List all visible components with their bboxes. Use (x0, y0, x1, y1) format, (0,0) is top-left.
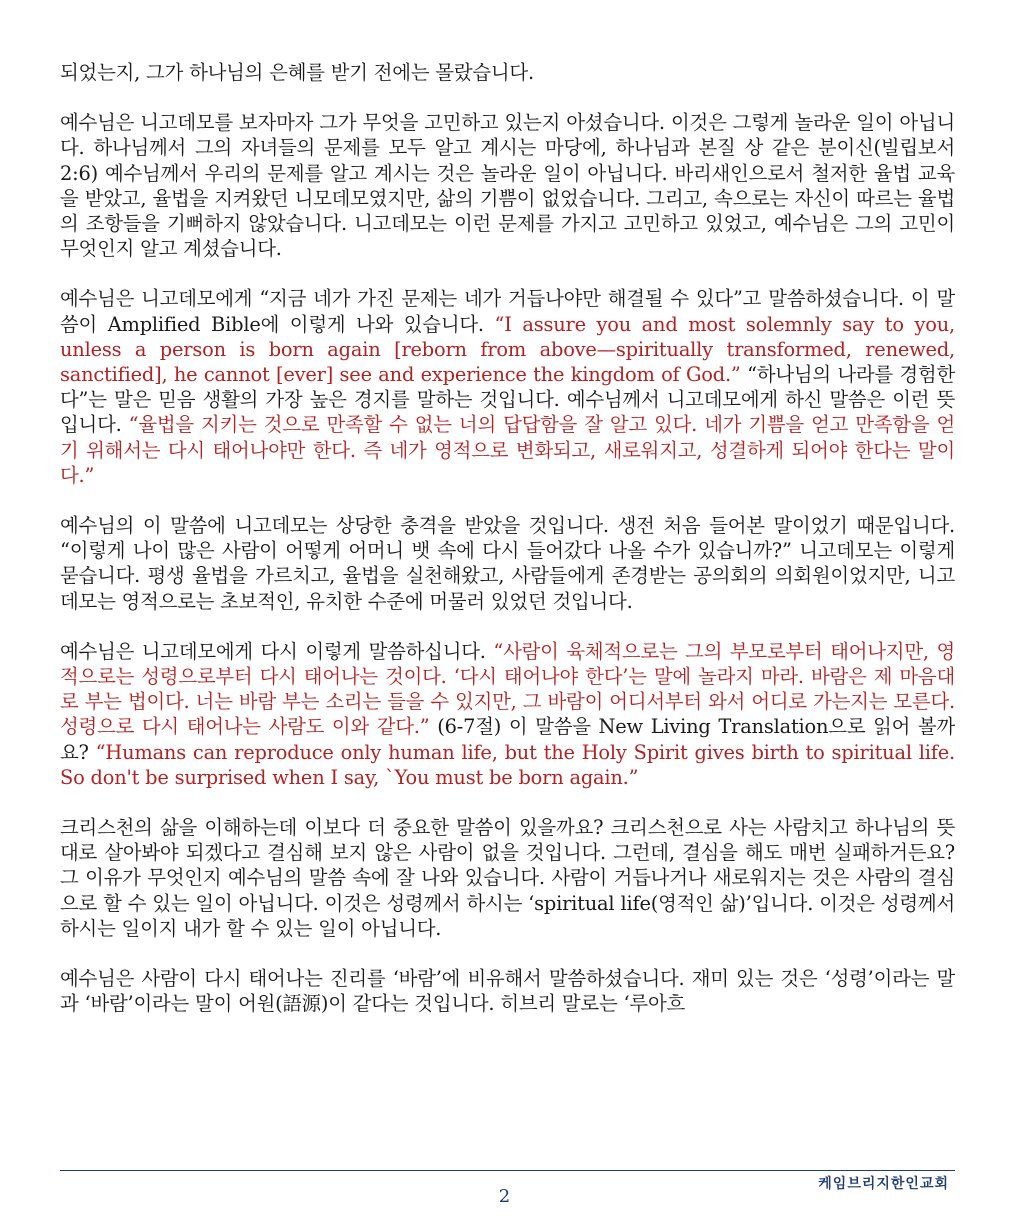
quote-korean-scripture: “사람이 육체적으로는 그의 부모로부터 태어나지만, 영적으로는 성령으로부터 다시 태어나는 것이다. ‘다시 태어나야 한다’는 말에 놀라지 마라. 바람은 제 마음대로 부는 법이다. 너는 바람 부는 소리는 들을 수 있지만, 그 바람이 어디서부터 와서 어디로 가는지는 모른다. 성령으로 다시 태어나는 사람도 이와 같다.” (60, 639, 955, 739)
quote-paraphrase: “율법을 지키는 것으로 만족할 수 없는 너의 답답함을 잘 알고 있다. 네가 기쁨을 얻고 만족함을 얻기 위해서는 다시 태어나야만 한다. 즉 네가 영적으로 변화되고, 새로워지고, 성결하게 되어야 한다는 말이다.” (60, 413, 955, 487)
text-span: “하나님의 나라를 경험한다”는 말은 믿음 생활의 가장 높은 경지를 말하는 것입니다. 예수님께서 니고데모에게 하신 말씀은 이런 뜻입니다. (60, 363, 955, 437)
text-span: 예수님은 니고데모를 보자마자 그가 무엇을 고민하고 있는지 아셨습니다. 이것은 그렇게 놀라운 일이 아닙니다. 하나님께서 그의 자녀들의 문제를 모두 알고 계시는 마당에, 하나님과 본질 상 같은 분이신(빌립보서 2:6) 예수님께서 우리의 문제를 알고 계시는 것은 놀라운 일이 아닙니다. 바리새인으로서 철저한 율법 교육을 받았고, 율법을 지켜왔던 니모데모였지만, 삶의 기쁨이 없었습니다. 그리고, 속으로는 자신이 따르는 율법의 조항들을 기뻐하지 않았습니다. 니고데모는 이런 문제를 가지고 고민하고 있었고, 예수님은 그의 고민이 무엇인지 알고 계셨습니다. (60, 111, 955, 261)
text-span: 예수님은 니고데모에게 다시 이렇게 말씀하십니다. (60, 639, 494, 663)
body-text (60, 60, 955, 1042)
footer-divider (60, 1170, 955, 1171)
quote-new-living-translation: “Humans can reproduce only human life, but the Holy Spirit gives birth to spiritual life. So don't be surprised when I say, `You must be born again.” (60, 740, 955, 789)
paragraph-2 (60, 110, 955, 261)
page-number: 2 (498, 1186, 511, 1207)
paragraph-1 (60, 60, 955, 85)
quote-amplified-bible: “I assure you and most solemnly say to you, unless a person is born again [reborn from above—spiritually transformed, renewed, sanctified], he cannot [ever] see and experience the kingdom of God.” (60, 312, 955, 387)
church-name: 케임브리지한인교회 (818, 1176, 949, 1192)
paragraph-4 (60, 513, 955, 614)
text-span: 예수님은 사람이 다시 태어나는 진리를 ‘바람’에 비유해서 말씀하셨습니다. 재미 있는 것은 ‘성령’이라는 말과 ‘바람’이라는 말이 어원(語源)이 같다는 것입니다. 히브리 말로는 ‘루아흐 (60, 967, 955, 1016)
paragraph-7 (60, 966, 955, 1016)
text-span: 되었는지, 그가 하나님의 은혜를 받기 전에는 몰랐습니다. (60, 61, 534, 84)
paragraph-3 (60, 286, 955, 488)
text-span: (6-7절) 이 말씀을 New Living Translation으로 읽어 볼까요? (60, 715, 955, 764)
text-span: 크리스천의 삶을 이해하는데 이보다 더 중요한 말씀이 있을까요? 크리스천으로 사는 사람치고 하나님의 뜻 대로 살아봐야 되겠다고 결심해 보지 않은 사람이 없을 것입니다. 그런데, 결심을 해도 매번 실패하거든요? 그 이유가 무엇인지 예수님의 말씀 속에 잘 나와 있습니다. 사람이 거듭나거나 새로워지는 것은 사람의 결심으로 할 수 있는 일이 아닙니다. 이것은 성령께서 하시는 ‘spiritual life(영적인 삶)’입니다. 이것은 성령께서 하시는 일이지 내가 할 수 있는 일이 아닙니다. (60, 816, 955, 940)
paragraph-6 (60, 815, 955, 941)
paragraph-5 (60, 639, 955, 790)
text-span: 예수님의 이 말씀에 니고데모는 상당한 충격을 받았을 것입니다. 생전 처음 들어본 말이었기 때문입니다. “이렇게 나이 많은 사람이 어떻게 어머니 뱃 속에 다시 들어갔다 나올 수가 있습니까?” 니고데모는 이렇게 묻습니다. 평생 율법을 가르치고, 율법을 실천해왔고, 사람들에게 존경받는 공의회의 의회원이었지만, 니고데모는 영적으로는 초보적인, 유치한 수준에 머물러 있었던 것입니다. (60, 514, 955, 613)
text-span: 예수님은 니고데모에게 “지금 네가 가진 문제는 네가 거듭나야만 해결될 수 있다”고 말씀하셨습니다. 이 말씀이 Amplified Bible에 이렇게 나와 있습니다. (60, 287, 955, 336)
